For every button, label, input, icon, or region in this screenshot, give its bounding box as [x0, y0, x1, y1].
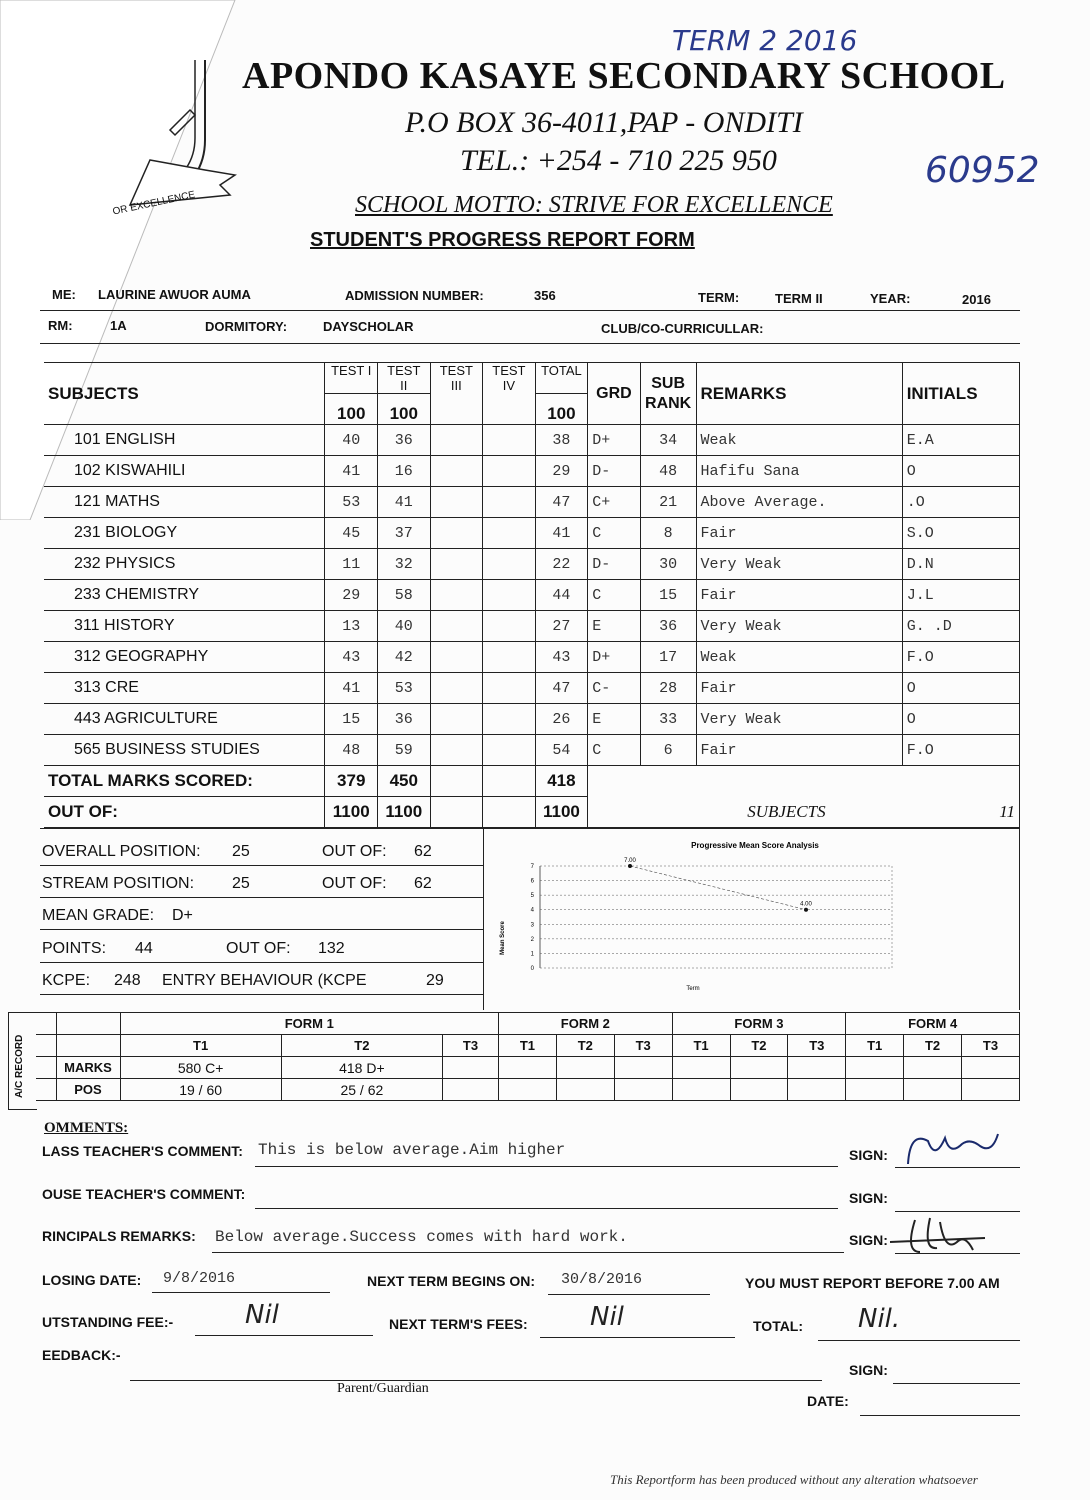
term-header: T1	[846, 1035, 904, 1057]
test2-score: 37	[378, 518, 431, 549]
subject-name: 231 BIOLOGY	[44, 518, 325, 549]
mean-grade: D+	[172, 907, 193, 924]
mean-grade-label: MEAN GRADE:	[42, 907, 155, 924]
teacher-initials: .O	[902, 487, 1019, 518]
teacher-initials: F.O	[902, 735, 1019, 766]
table-row	[44, 487, 1020, 518]
total-score: 29	[535, 456, 588, 487]
term-marks	[499, 1057, 557, 1079]
test2-score: 42	[378, 642, 431, 673]
grade: E	[588, 704, 641, 735]
test1-score: 29	[325, 580, 378, 611]
points-label: POINTS:	[42, 940, 107, 957]
closing-date: 9/8/2016	[163, 1270, 236, 1287]
handwritten-term-note: TERM 2 2016	[672, 24, 858, 57]
grade: C	[588, 518, 641, 549]
form-title: STUDENT'S PROGRESS REPORT FORM	[310, 229, 695, 251]
table-row	[44, 549, 1020, 580]
mean-score-chart	[490, 834, 1015, 1004]
table-row	[44, 456, 1020, 487]
form-header: FORM 2	[499, 1013, 673, 1035]
table-row	[44, 704, 1020, 735]
term-marks	[614, 1057, 672, 1079]
remarks: Very Weak	[696, 611, 902, 642]
subject-name: 121 MATHS	[44, 487, 325, 518]
total-score: 27	[535, 611, 588, 642]
term-position	[904, 1079, 962, 1101]
test2-score: 36	[378, 704, 431, 735]
remarks: Weak	[696, 425, 902, 456]
grade: D-	[588, 456, 641, 487]
entry-behaviour-label: ENTRY BEHAVIOUR (KCPE	[162, 972, 367, 989]
header-test4: TEST IV	[483, 363, 536, 425]
subject-name: 233 CHEMISTRY	[44, 580, 325, 611]
total-score: 54	[535, 735, 588, 766]
class-teacher-sign-label: SIGN:	[849, 1147, 888, 1163]
test4-score	[483, 611, 536, 642]
house-teacher-label: OUSE TEACHER'S COMMENT:	[42, 1186, 246, 1202]
test2-score: 41	[378, 487, 431, 518]
chart-point-label: 4.00	[800, 901, 812, 908]
term-position	[556, 1079, 614, 1101]
test4-score	[483, 580, 536, 611]
chart-series-line	[630, 866, 806, 910]
overall-outof-label: OUT OF:	[322, 843, 387, 860]
test2-score: 16	[378, 456, 431, 487]
term-header: T3	[788, 1035, 846, 1057]
test3-score	[430, 487, 483, 518]
test1-score: 48	[325, 735, 378, 766]
ac-record-label: A/C RECORD	[14, 1034, 25, 1098]
school-tel: TEL.: +254 - 710 225 950	[460, 144, 777, 177]
marks-label: MARKS	[56, 1057, 120, 1079]
subject-rank: 15	[640, 580, 696, 611]
subject-name: 311 HISTORY	[44, 611, 325, 642]
remarks: Above Average.	[696, 487, 902, 518]
subjects-count-label: SUBJECTS	[747, 801, 826, 821]
test1-score: 11	[325, 549, 378, 580]
pos-label: POS	[56, 1079, 120, 1101]
disclaimer: This Reportform has been produced without any alteration whatsoever	[610, 1472, 978, 1487]
term-position	[846, 1079, 904, 1101]
subject-rank: 36	[640, 611, 696, 642]
test3-score	[430, 549, 483, 580]
total-marks-test2: 450	[378, 766, 431, 797]
next-fees: Nil	[590, 1302, 624, 1332]
subject-rank: 17	[640, 642, 696, 673]
out-of-total: 1100	[535, 797, 588, 828]
header-test3: TEST III	[430, 363, 483, 425]
stream-outof-label: OUT OF:	[322, 875, 387, 892]
test3-score	[430, 456, 483, 487]
subject-rank: 8	[640, 518, 696, 549]
table-row	[44, 673, 1020, 704]
subject-rank: 30	[640, 549, 696, 580]
next-term-date: 30/8/2016	[561, 1271, 643, 1288]
term-marks	[730, 1057, 788, 1079]
header-sub: SUB	[651, 374, 686, 392]
remarks: Very Weak	[696, 704, 902, 735]
stream-outof: 62	[414, 875, 432, 892]
header-sub-rank	[640, 363, 696, 425]
test2-score: 36	[378, 425, 431, 456]
academic-record-table	[36, 1012, 1020, 1101]
chart-y-tick-label: 0	[530, 966, 534, 972]
overall-outof: 62	[414, 843, 432, 860]
chart-y-tick-label: 3	[530, 922, 534, 929]
subject-name: 232 PHYSICS	[44, 549, 325, 580]
term-header: T3	[961, 1035, 1019, 1057]
test1-score: 53	[325, 487, 378, 518]
term-value: TERM II	[775, 291, 823, 306]
points-outof-label: OUT OF:	[226, 940, 291, 957]
grade: E	[588, 611, 641, 642]
name-label: ME:	[52, 287, 76, 302]
header-initials: INITIALS	[902, 363, 1019, 425]
teacher-initials: E.A	[902, 425, 1019, 456]
chart-title: Progressive Mean Score Analysis	[691, 841, 819, 850]
remarks: Weak	[696, 642, 902, 673]
subject-name: 565 BUSINESS STUDIES	[44, 735, 325, 766]
term-header: T2	[281, 1035, 442, 1057]
subject-rank: 33	[640, 704, 696, 735]
overall-position: 25	[232, 843, 250, 860]
test1-score: 45	[325, 518, 378, 549]
chart-y-tick-label: 6	[530, 878, 534, 885]
subject-name: 443 AGRICULTURE	[44, 704, 325, 735]
term-position	[443, 1079, 499, 1101]
grade: D+	[588, 642, 641, 673]
points: 44	[135, 940, 153, 957]
subject-rank: 28	[640, 673, 696, 704]
subject-rank: 48	[640, 456, 696, 487]
term-marks	[443, 1057, 499, 1079]
admission-number: 356	[534, 288, 556, 303]
school-motto: SCHOOL MOTTO: STRIVE FOR EXCELLENCE	[355, 192, 833, 218]
test2-score: 53	[378, 673, 431, 704]
out-of-label: OUT OF:	[44, 797, 325, 828]
test3-score	[430, 425, 483, 456]
test1-score: 15	[325, 704, 378, 735]
header-max-test1: 100	[325, 394, 378, 425]
principal-remarks: Below average.Success comes with hard work.	[215, 1228, 628, 1246]
test4-score	[483, 673, 536, 704]
header-rank: RANK	[645, 394, 692, 412]
chart-point	[628, 864, 632, 868]
header-max-test2: 100	[378, 394, 431, 425]
total-marks-label: TOTAL MARKS SCORED:	[44, 766, 325, 797]
test4-score	[483, 518, 536, 549]
subjects-table	[44, 362, 1020, 828]
term-marks: 418 D+	[281, 1057, 442, 1079]
table-row	[44, 611, 1020, 642]
subjects-count: 11	[999, 801, 1015, 821]
class-teacher-label: LASS TEACHER'S COMMENT:	[42, 1143, 243, 1159]
test2-score: 40	[378, 611, 431, 642]
table-row	[44, 642, 1020, 673]
test3-score	[430, 580, 483, 611]
form-label: RM:	[48, 318, 73, 333]
remarks: Fair	[696, 673, 902, 704]
remarks: Hafifu Sana	[696, 456, 902, 487]
header-test2: TEST II	[378, 363, 431, 394]
header-grd: GRD	[588, 363, 641, 425]
chart-point	[804, 908, 808, 912]
test3-score	[430, 673, 483, 704]
grade: C-	[588, 673, 641, 704]
header-total: TOTAL	[535, 363, 588, 394]
test4-score	[483, 704, 536, 735]
subject-name: 313 CRE	[44, 673, 325, 704]
principal-signature	[885, 1212, 990, 1257]
term-marks	[846, 1057, 904, 1079]
total-marks-total: 418	[535, 766, 588, 797]
feedback-sign-label: SIGN:	[849, 1362, 888, 1378]
grade: D-	[588, 549, 641, 580]
chart-y-tick-label: 5	[530, 893, 534, 900]
teacher-initials: D.N	[902, 549, 1019, 580]
subject-name: 101 ENGLISH	[44, 425, 325, 456]
subject-name: 312 GEOGRAPHY	[44, 642, 325, 673]
term-header: T1	[499, 1035, 557, 1057]
test4-score	[483, 425, 536, 456]
test2-score: 32	[378, 549, 431, 580]
table-row	[44, 518, 1020, 549]
date-label: DATE:	[807, 1393, 849, 1409]
entry-behaviour: 29	[426, 972, 444, 989]
term-marks	[904, 1057, 962, 1079]
teacher-initials: O	[902, 673, 1019, 704]
subject-rank: 34	[640, 425, 696, 456]
chart-x-axis-label: Term	[686, 986, 700, 992]
test4-score	[483, 456, 536, 487]
form-header: FORM 4	[846, 1013, 1020, 1035]
teacher-initials: O	[902, 456, 1019, 487]
term-header: T3	[614, 1035, 672, 1057]
admission-label: ADMISSION NUMBER:	[345, 288, 484, 303]
header-remarks: REMARKS	[696, 363, 902, 425]
parent-guardian-label: Parent/Guardian	[337, 1381, 429, 1396]
term-position	[672, 1079, 730, 1101]
header-subjects: SUBJECTS	[44, 363, 325, 425]
total-score: 26	[535, 704, 588, 735]
test4-score	[483, 487, 536, 518]
teacher-initials: G. .D	[902, 611, 1019, 642]
grade: C	[588, 735, 641, 766]
teacher-initials: S.O	[902, 518, 1019, 549]
class-teacher-comment: This is below average.Aim higher	[258, 1141, 566, 1159]
term-position	[961, 1079, 1019, 1101]
total-fee: Nil.	[858, 1304, 901, 1334]
out-of-test2: 1100	[378, 797, 431, 828]
next-fees-label: NEXT TERM'S FEES:	[389, 1316, 528, 1332]
term-header: T2	[556, 1035, 614, 1057]
remarks: Fair	[696, 518, 902, 549]
chart-y-tick-label: 2	[530, 936, 534, 943]
table-row	[44, 580, 1020, 611]
dormitory-label: DORMITORY:	[205, 319, 288, 334]
test4-score	[483, 642, 536, 673]
comments-heading: OMMENTS:	[44, 1120, 129, 1136]
test1-score: 43	[325, 642, 378, 673]
test4-score	[483, 735, 536, 766]
total-score: 38	[535, 425, 588, 456]
kcpe-score: 248	[114, 972, 141, 989]
next-term-label: NEXT TERM BEGINS ON:	[367, 1273, 536, 1289]
term-marks: 580 C+	[120, 1057, 281, 1079]
outstanding-fee: Nil	[245, 1300, 279, 1330]
teacher-initials: J.L	[902, 580, 1019, 611]
closing-date-label: LOSING DATE:	[42, 1272, 142, 1288]
test3-score	[430, 518, 483, 549]
teacher-initials: O	[902, 704, 1019, 735]
chart-y-tick-label: 4	[530, 907, 534, 914]
stream-position: 25	[232, 875, 250, 892]
logo-ribbon-text: OR EXCELLENCE	[111, 189, 197, 218]
chart-y-tick-label: 7	[530, 864, 534, 870]
chart-y-axis-label: Mean Score	[500, 921, 506, 955]
test1-score: 40	[325, 425, 378, 456]
test4-score	[483, 549, 536, 580]
term-position: 25 / 62	[281, 1079, 442, 1101]
header-test1: TEST I	[325, 363, 378, 394]
test1-score: 41	[325, 673, 378, 704]
report-note: YOU MUST REPORT BEFORE 7.00 AM	[745, 1275, 1000, 1291]
form-value: 1A	[110, 318, 127, 333]
table-row	[44, 735, 1020, 766]
term-position	[614, 1079, 672, 1101]
remarks: Very Weak	[696, 549, 902, 580]
handwritten-ref-number: 60952	[925, 150, 1040, 191]
student-name: LAURINE AWUOR AUMA	[98, 287, 251, 302]
grade: D+	[588, 425, 641, 456]
club-label: CLUB/CO-CURRICULLAR:	[601, 321, 764, 336]
principal-label: RINCIPALS REMARKS:	[42, 1228, 196, 1244]
term-marks	[961, 1057, 1019, 1079]
total-score: 47	[535, 673, 588, 704]
outstanding-fee-label: UTSTANDING FEE:-	[42, 1314, 174, 1330]
chart-y-tick-label: 1	[530, 951, 534, 958]
stream-position-label: STREAM POSITION:	[42, 875, 195, 892]
test3-score	[430, 735, 483, 766]
header-max-total: 100	[535, 394, 588, 425]
subject-name: 102 KISWAHILI	[44, 456, 325, 487]
term-header: T3	[443, 1035, 499, 1057]
term-marks	[788, 1057, 846, 1079]
kcpe-label: KCPE:	[42, 972, 91, 989]
test1-score: 41	[325, 456, 378, 487]
principal-sign-label: SIGN:	[849, 1232, 888, 1248]
term-marks	[556, 1057, 614, 1079]
test1-score: 13	[325, 611, 378, 642]
term-header: T2	[730, 1035, 788, 1057]
subject-rank: 21	[640, 487, 696, 518]
house-teacher-sign-label: SIGN:	[849, 1190, 888, 1206]
grade: C+	[588, 487, 641, 518]
form-header: FORM 3	[672, 1013, 846, 1035]
term-position	[499, 1079, 557, 1101]
total-score: 44	[535, 580, 588, 611]
out-of-test1: 1100	[325, 797, 378, 828]
test2-score: 58	[378, 580, 431, 611]
total-score: 47	[535, 487, 588, 518]
test2-score: 59	[378, 735, 431, 766]
term-header: T2	[904, 1035, 962, 1057]
year-value: 2016	[962, 292, 991, 307]
total-fee-label: TOTAL:	[753, 1318, 804, 1334]
subject-rank: 6	[640, 735, 696, 766]
form-header: FORM 1	[120, 1013, 499, 1035]
test3-score	[430, 704, 483, 735]
points-outof: 132	[318, 940, 345, 957]
overall-position-label: OVERALL POSITION:	[42, 843, 201, 860]
school-address: P.O BOX 36-4011,PAP - ONDITI	[405, 106, 803, 139]
term-header: T1	[120, 1035, 281, 1057]
term-header: T1	[672, 1035, 730, 1057]
test3-score	[430, 611, 483, 642]
table-row	[44, 425, 1020, 456]
remarks: Fair	[696, 735, 902, 766]
teacher-initials: F.O	[902, 642, 1019, 673]
term-position: 19 / 60	[120, 1079, 281, 1101]
dormitory-value: DAYSCHOLAR	[323, 319, 414, 334]
class-teacher-signature	[900, 1126, 1000, 1171]
school-name: APONDO KASAYE SECONDARY SCHOOL	[242, 55, 1006, 97]
total-score: 41	[535, 518, 588, 549]
total-marks-test1: 379	[325, 766, 378, 797]
term-marks	[672, 1057, 730, 1079]
term-label: TERM:	[698, 290, 740, 305]
remarks: Fair	[696, 580, 902, 611]
total-score: 43	[535, 642, 588, 673]
total-score: 22	[535, 549, 588, 580]
term-position	[730, 1079, 788, 1101]
grade: C	[588, 580, 641, 611]
year-label: YEAR:	[870, 291, 911, 306]
term-position	[788, 1079, 846, 1101]
feedback-label: EEDBACK:-	[42, 1347, 121, 1363]
chart-point-label: 7.00	[624, 858, 636, 864]
test3-score	[430, 642, 483, 673]
